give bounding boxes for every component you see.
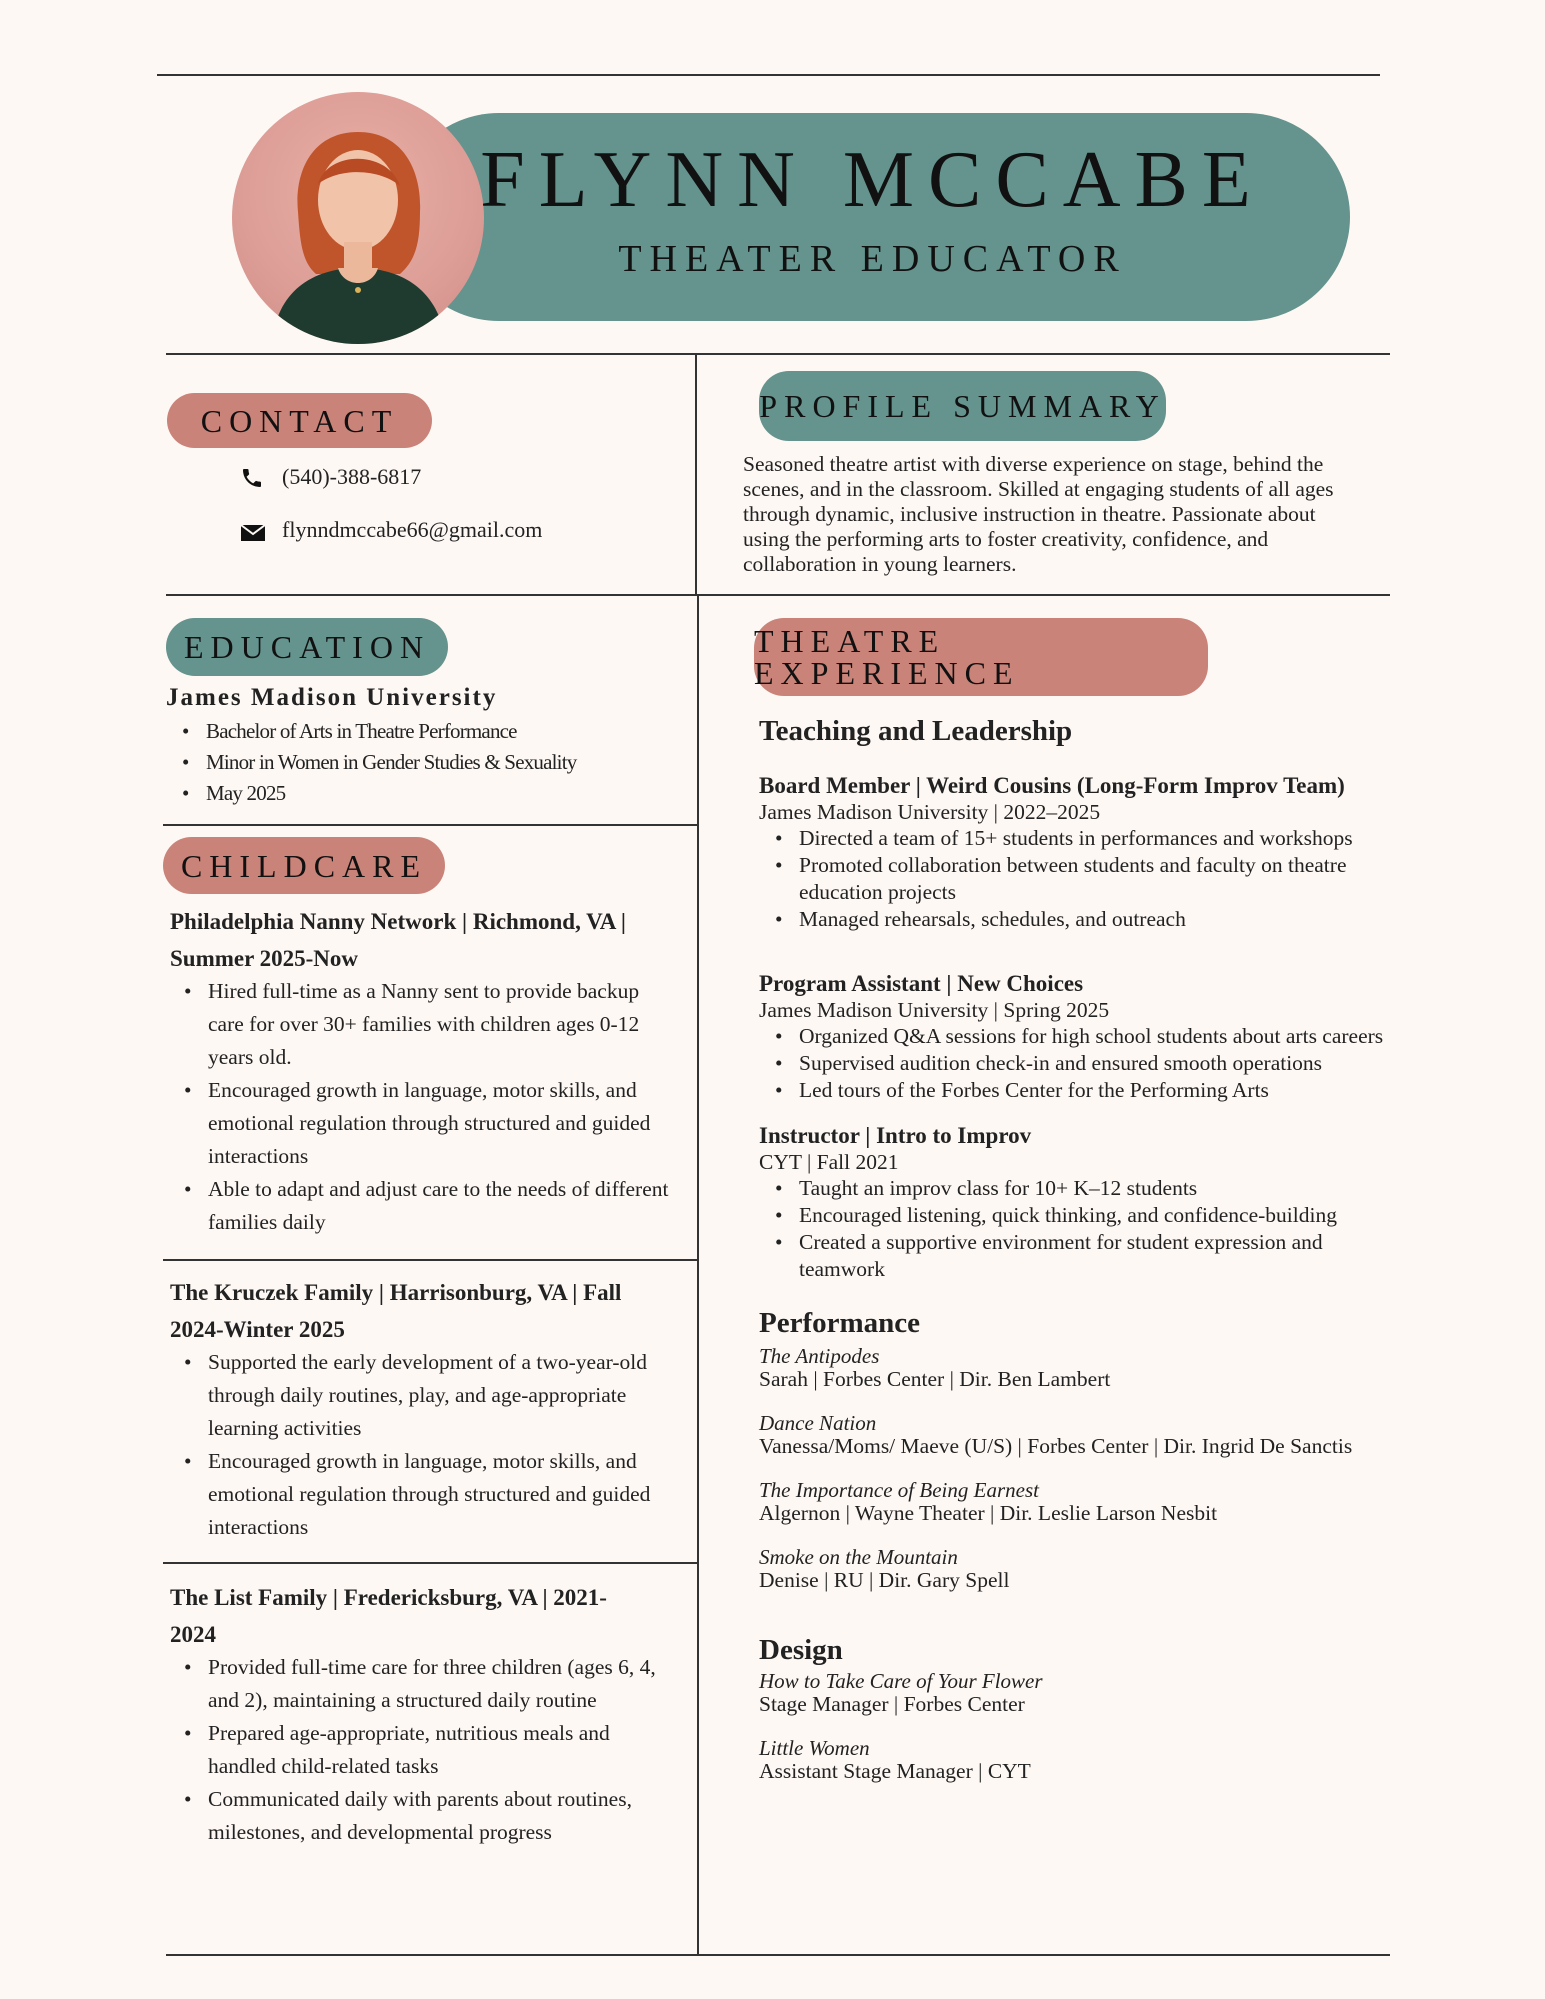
column-divider-top xyxy=(695,353,697,596)
job-title-line: 2024-Winter 2025 xyxy=(170,1317,345,1342)
teaching-heading: Teaching and Leadership xyxy=(759,715,1073,747)
role-title: Instructor | Intro to Improv xyxy=(759,1123,1032,1148)
role-bullet: • Led tours of the Forbes Center for the Performing Arts xyxy=(775,1077,1389,1104)
role-bullets xyxy=(775,1023,1389,1104)
profile-summary-text: Seasoned theatre artist with diverse experience on stage, behind the scenes, and in the classroom. Skilled at engaging students of all ages through dynamic, inclusive instruction in theatre. Passionate about using the performing arts to foster creativity, confidence, and collaboration in young learners. xyxy=(743,452,1334,576)
role-block xyxy=(759,772,1389,933)
email-address[interactable]: flynndmccabe66@gmail.com xyxy=(282,517,543,542)
job-bullet: • Supported the early development of a two-year-old through daily routines, play, and age-appropriate learning activities xyxy=(184,1346,670,1445)
job-bullets xyxy=(184,1651,670,1849)
role-bullet: • Taught an improv class for 10+ K–12 students xyxy=(775,1175,1389,1202)
education-rule xyxy=(163,824,697,826)
credit-block xyxy=(759,1669,1389,1716)
show-title: Little Women xyxy=(759,1736,870,1760)
show-credit: Sarah | Forbes Center | Dir. Ben Lambert xyxy=(759,1367,1111,1391)
education-item: • Minor in Women in Gender Studies & Sexuality xyxy=(182,747,576,778)
role-bullets xyxy=(775,825,1389,933)
education-item: • May 2025 xyxy=(182,778,576,809)
job-title-line: 2024 xyxy=(170,1622,216,1647)
role-title: Board Member | Weird Cousins (Long-Form Improv Team) xyxy=(759,773,1345,798)
role-org: CYT | Fall 2021 xyxy=(759,1150,899,1174)
job-bullets xyxy=(184,975,670,1239)
email-icon xyxy=(240,523,266,548)
job-title-line: The Kruczek Family | Harrisonburg, VA | Fall xyxy=(170,1280,622,1305)
job-bullet: • Encouraged growth in language, motor skills, and emotional regulation through structured and guided interactions xyxy=(184,1445,670,1544)
show-credit: Vanessa/Moms/ Maeve (U/S) | Forbes Center | Dir. Ingrid De Sanctis xyxy=(759,1434,1353,1458)
role-org: James Madison University | Spring 2025 xyxy=(759,998,1110,1022)
role-bullet: • Created a supportive environment for student expression and teamwork xyxy=(775,1229,1389,1283)
role-title: Program Assistant | New Choices xyxy=(759,971,1084,996)
phone-number[interactable]: (540)-388-6817 xyxy=(282,464,422,489)
role-bullet: • Promoted collaboration between students and faculty on theatre education projects xyxy=(775,852,1389,906)
role-bullet: • Managed rehearsals, schedules, and outreach xyxy=(775,906,1389,933)
phone-icon xyxy=(240,466,264,495)
job-bullet: • Hired full-time as a Nanny sent to provide backup care for over 30+ families with children ages 0-12 years old. xyxy=(184,975,670,1074)
show-title: Smoke on the Mountain xyxy=(759,1545,958,1569)
job-bullet: • Communicated daily with parents about routines, milestones, and developmental progress xyxy=(184,1783,670,1849)
job-title-line: Summer 2025-Now xyxy=(170,946,359,971)
theatre-column xyxy=(759,717,1389,1783)
show-credit: Algernon | Wayne Theater | Dir. Leslie Larson Nesbit xyxy=(759,1501,1218,1525)
candidate-name: FLYNN MCCABE xyxy=(480,136,1265,224)
role-bullet: • Organized Q&A sessions for high school students about arts careers xyxy=(775,1023,1389,1050)
bottom-rule xyxy=(166,1954,1390,1956)
header-rule xyxy=(166,353,1390,355)
show-credit: Denise | RU | Dir. Gary Spell xyxy=(759,1568,1010,1592)
job-bullet: • Prepared age-appropriate, nutritious meals and handled child-related tasks xyxy=(184,1717,670,1783)
top-rule xyxy=(157,74,1380,76)
role-bullet: • Directed a team of 15+ students in performances and workshops xyxy=(775,825,1389,852)
job-bullets xyxy=(184,1346,670,1544)
credit-block xyxy=(759,1478,1389,1525)
show-credit: Assistant Stage Manager | CYT xyxy=(759,1759,1031,1783)
credit-block xyxy=(759,1736,1389,1783)
contact-heading: CONTACT xyxy=(167,393,432,448)
job-title-line: The List Family | Fredericksburg, VA | 2021- xyxy=(170,1585,607,1610)
show-title: The Antipodes xyxy=(759,1344,880,1368)
credit-block xyxy=(759,1545,1389,1592)
credit-block xyxy=(759,1344,1389,1391)
role-block xyxy=(759,1122,1389,1283)
job-bullet: • Encouraged growth in language, motor skills, and emotional regulation through structured and guided interactions xyxy=(184,1074,670,1173)
job-title-line: Philadelphia Nanny Network | Richmond, VA | xyxy=(170,909,626,934)
performance-heading: Performance xyxy=(759,1307,921,1339)
show-title: How to Take Care of Your Flower xyxy=(759,1669,1043,1693)
job-title: THEATER EDUCATOR xyxy=(618,238,1127,280)
show-title: The Importance of Being Earnest xyxy=(759,1478,1039,1502)
childcare-job-2 xyxy=(170,1274,670,1544)
role-org: James Madison University | 2022–2025 xyxy=(759,800,1101,824)
column-divider xyxy=(697,594,699,1955)
education-heading: EDUCATION xyxy=(166,618,448,676)
show-credit: Stage Manager | Forbes Center xyxy=(759,1692,1025,1716)
education-list xyxy=(182,716,576,809)
show-title: Dance Nation xyxy=(759,1411,877,1435)
theatre-experience-heading: THEATRE EXPERIENCE xyxy=(754,618,1208,696)
role-bullets xyxy=(775,1175,1389,1283)
childcare-rule-1 xyxy=(163,1259,697,1261)
profile-summary-heading: PROFILE SUMMARY xyxy=(759,371,1166,441)
childcare-rule-2 xyxy=(163,1562,697,1564)
design-heading: Design xyxy=(759,1634,843,1666)
credit-block xyxy=(759,1411,1389,1458)
role-block xyxy=(759,970,1389,1104)
job-bullet: • Provided full-time care for three children (ages 6, 4, and 2), maintaining a structured daily routine xyxy=(184,1651,670,1717)
role-bullet: • Supervised audition check-in and ensured smooth operations xyxy=(775,1050,1389,1077)
contact-rule xyxy=(166,594,1390,596)
role-bullet: • Encouraged listening, quick thinking, and confidence-building xyxy=(775,1202,1389,1229)
childcare-heading: CHILDCARE xyxy=(163,837,445,894)
education-item: • Bachelor of Arts in Theatre Performance xyxy=(182,716,576,747)
childcare-job-1 xyxy=(170,903,670,1239)
childcare-job-3 xyxy=(170,1579,670,1849)
school-name: James Madison University xyxy=(166,684,498,711)
job-bullet: • Able to adapt and adjust care to the needs of different families daily xyxy=(184,1173,670,1239)
